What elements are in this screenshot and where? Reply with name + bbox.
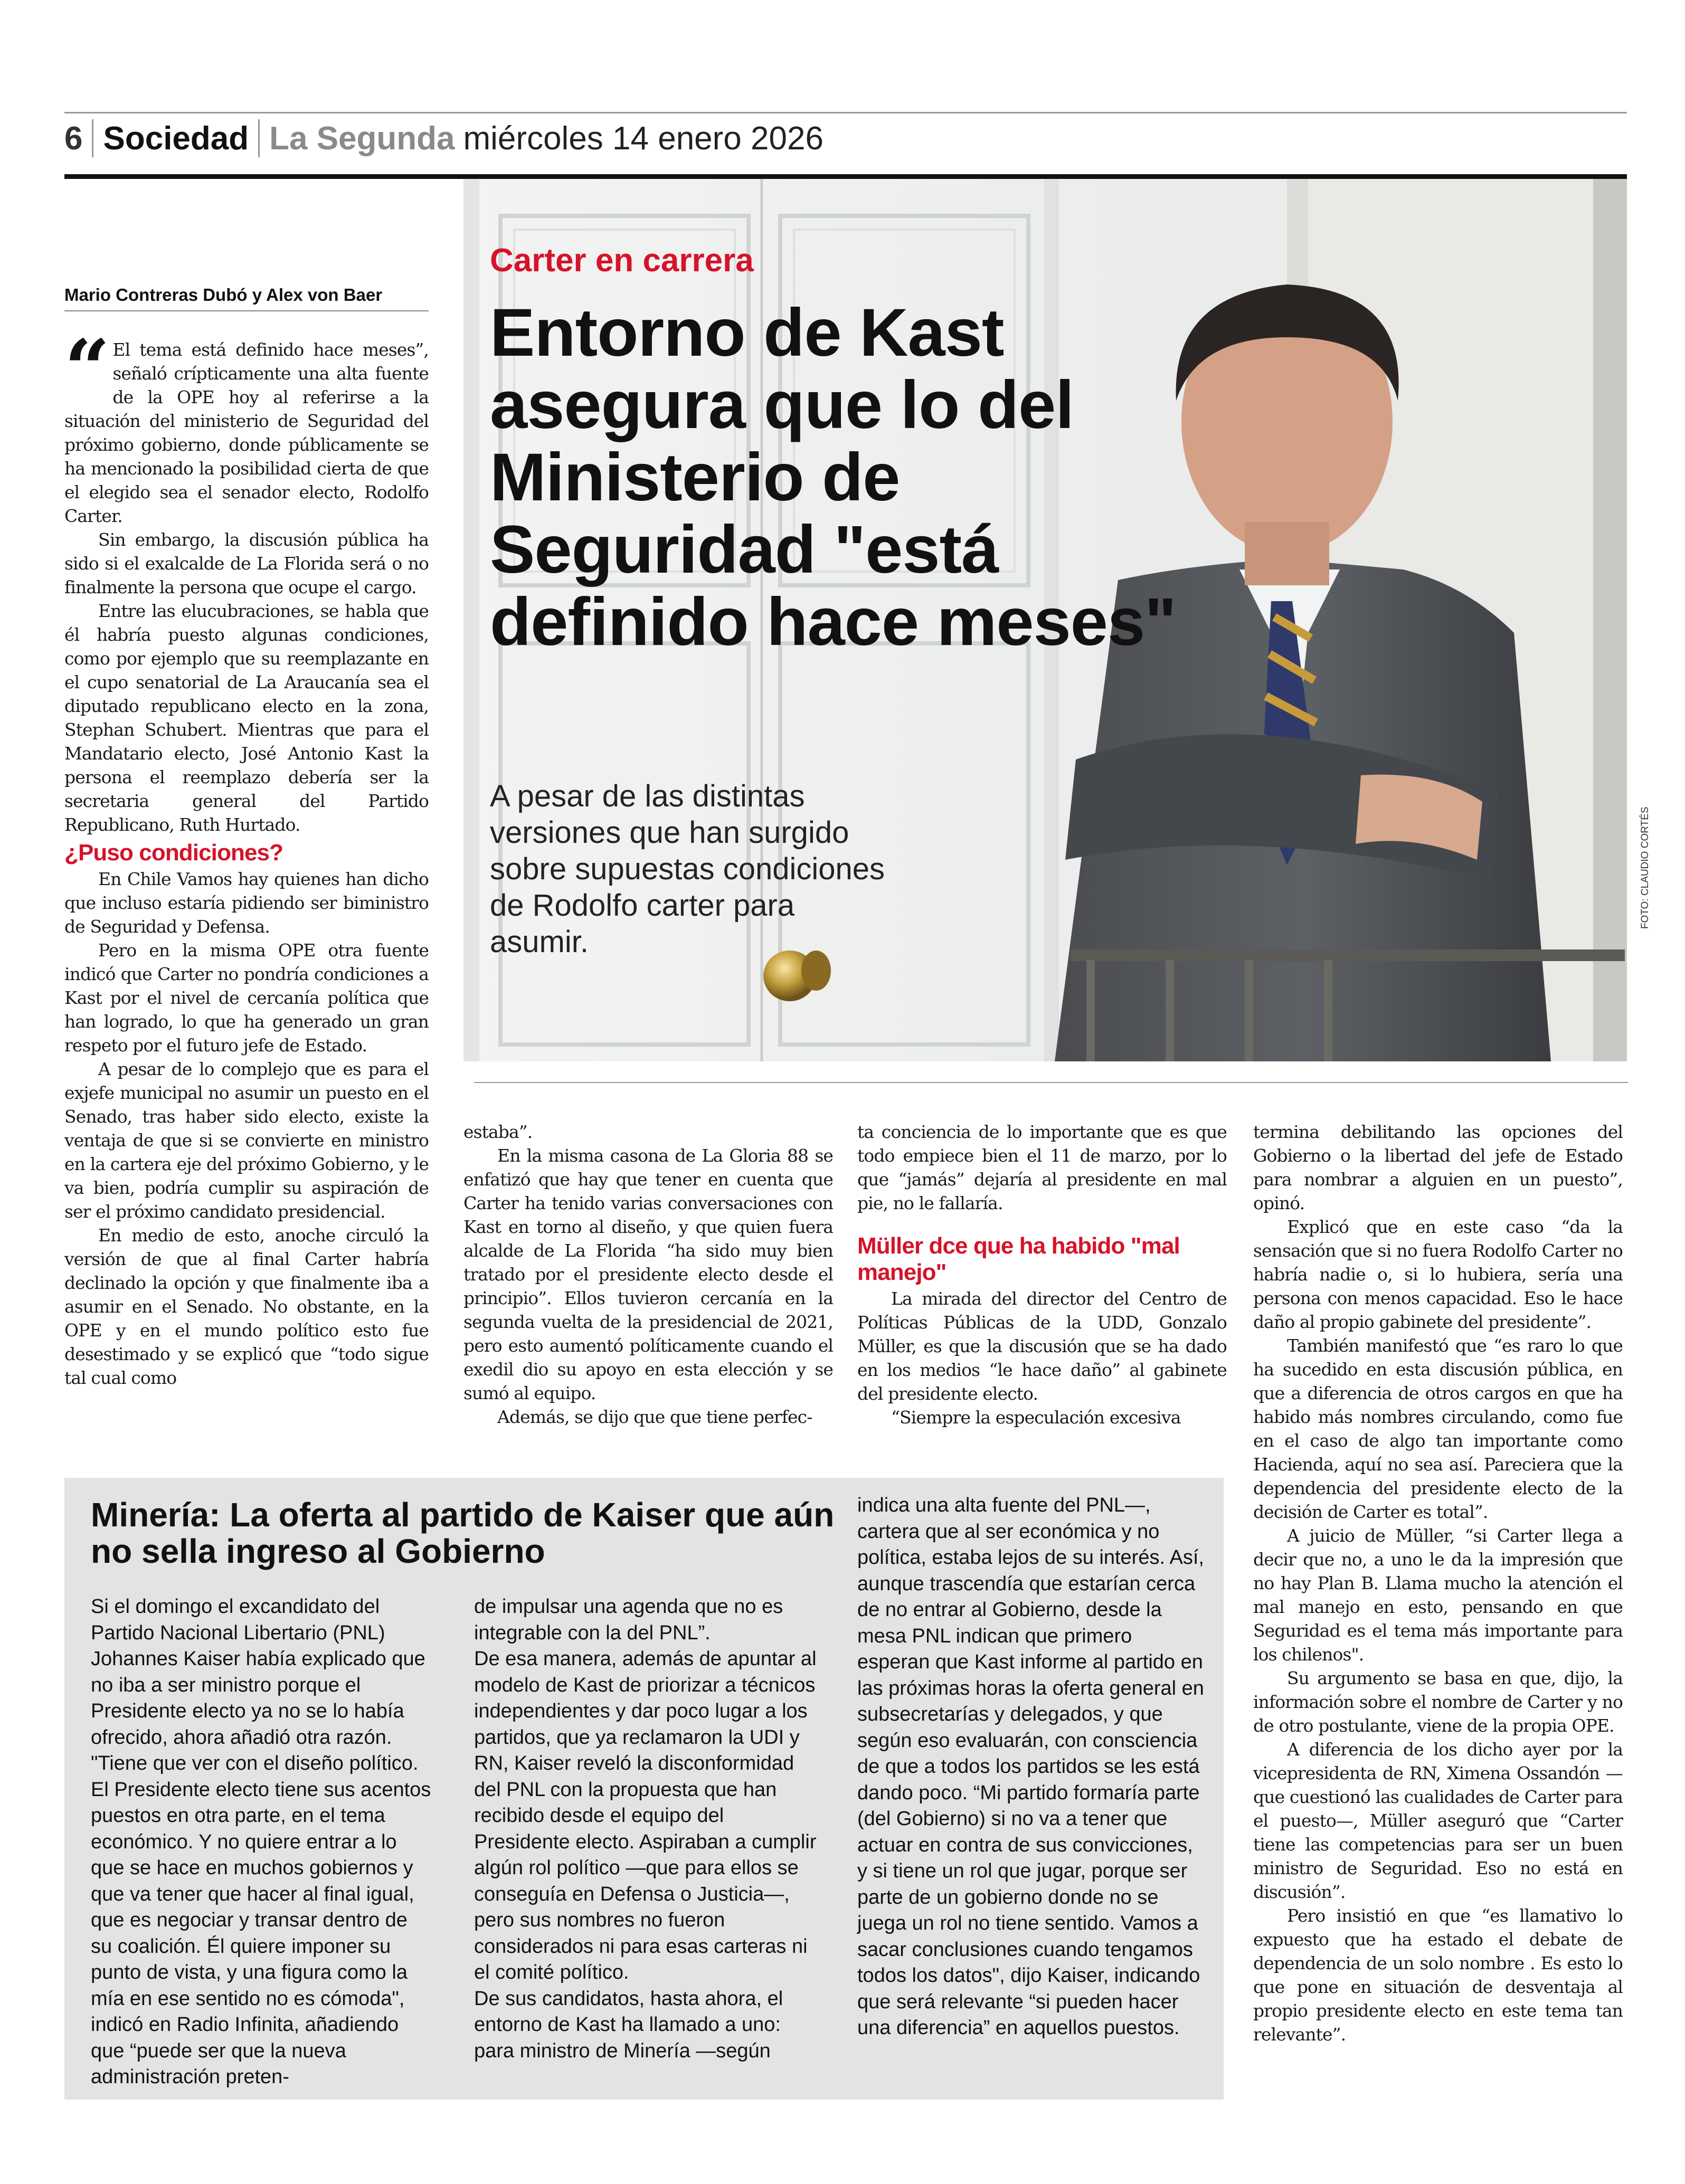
newspaper-name: La Segunda [269,120,455,157]
paragraph: de impulsar una agenda que no es integrable con la del PNL”. [474,1596,783,1644]
paragraph: Sin embargo, la discusión pública ha sido si el exalcalde de La Florida será o no finalmente la persona que ocupe el cargo. [64,529,429,597]
paragraph: Si el domingo el excandidato del Partido Nacional Libertario (PNL) Johannes Kaiser había explicado que no iba a ser ministro porque el Presidente electo ya no se lo había ofrecido, ahora añadió otra razón. "Tiene que ver con el diseño político. El Presidente electo tiene sus acentos puestos en otra parte, en el tema económico. Y no quiere entrar a lo que se hace en muchos gobiernos y que va tener que hacer al final igual, que es negociar y transar dentro de su coalición. Él quiere imponer su punto de vista, y una figura como la mía en ese sentido no es cómoda", indicó en Radio Infinita, añadiendo que “puede ser que la nueva administración preten- [91,1596,431,2088]
story-headline: Entorno de Kast asegura que lo del Ministerio de Seguridad "está definido hace meses" [490,295,1176,660]
sidebar-column-1 [91,1594,434,2091]
photo-divider [474,1082,1628,1083]
paragraph: A juicio de Müller, “si Carter llega a decir que no, a uno le da la impresión que no hay Plan B. Llama mucho la atención el mal manejo en esto, pensando en que Seguridad es el tema más importante para los chilenos". [1253,1525,1623,1665]
paragraph: A pesar de lo complejo que es para el exjefe municipal no asumir un puesto en el Senado, tras haber sido electo, existe la ventaja de que si se convierte en ministro en la cartera eje del próximo Gobierno, y le va bien, podría cumplir su aspiración de ser el próximo candidato presidencial. [64,1059,429,1222]
opening-quote-icon: “ [64,322,110,415]
paragraph: También manifestó que “es raro lo que ha sucedido en esta discusión pública, en que a diferencia de otros cargos en que ha habido más nombres circulando, como fue en el caso de algo tan importante como Hacienda, aquí no sea así. Pareciera que la dependencia del presidente electo de la decisión de Carter es total”. [1253,1335,1623,1522]
paragraph: Pero insistió en que “es llamativo lo expuesto que ha estado el debate de dependencia de un solo nombre . Es esto lo que pone en situación de desventaja al propio presidente electo en este tema tan relevante”. [1253,1905,1623,2045]
paragraph: De sus candidatos, hasta ahora, el entorno de Kast ha llamado a uno: para ministro de Minería —según [474,1987,783,2062]
paragraph: Su argumento se basa en que, dijo, la información sobre el nombre de Carter y no de otro postulante, viene de la propia OPE. [1253,1668,1623,1736]
paragraph: En la misma casona de La Gloria 88 se enfatizó que hay que tener en cuenta que Carter ha tenido varias conversaciones con Kast en torno al diseño, y que quien fuera alcalde de La Florida “ha sido muy bien tratado por el presidente electo desde el principio”. Ellos tuvieron cercanía en la segunda vuelta de la presidencial de 2021, pero esto aumentó políticamente cuando el exedil dio su apoyo en esta elección y se sumó al equipo. [463,1145,833,1403]
paragraph: estaba”. [463,1122,533,1142]
paragraph: Además, se dijo que que tiene perfec- [497,1407,812,1427]
sidebar-column-3 [857,1493,1206,2041]
paragraph: indica una alta fuente del PNL—, cartera que al ser económica y no política, estaba lejos de su interés. Así, aunque trascendía que estarían cerca de no entrar al Gobierno, desde la mesa PNL indican que primero esperan que Kast informe al partido en las próximas horas la oferta general en subsecretarías y delegados, y que según eso evaluarán, con consciencia de que a todos los partidos se les está dando poco. “Mi partido formaría parte (del Gobierno) si no va a tener que actuar en contra de sus convicciones, y si tiene un rol que jugar, porque ser parte de un gobierno donde no se juega un rol no tiene sentido. Vamos a sacar conclusiones cuando tengamos todos los datos", dijo Kaiser, indicando que será relevante “si pueden hacer una diferencia” en aquellos puestos. [857,1494,1204,2039]
paragraph: Pero en la misma OPE otra fuente indicó que Carter no pondría condiciones a Kast por el nivel de cercanía política que han logrado, lo que ha generado un gran respeto por el futuro jefe de Estado. [64,940,429,1056]
paragraph: En medio de esto, anoche circuló la versión de que al final Carter habría declinado la opción y que finalmente iba a asumir en el Senado. No obstante, en la OPE y en el mundo político esto fue desestimado y se explicó que “todo sigue tal cual como [64,1225,429,1388]
story-kicker: Carter en carrera [490,242,754,279]
paragraph: Explicó que en este caso “da la sensación que si no fuera Rodolfo Carter no habría nadie o, si lo hubiera, sería una persona con menos capacidad. Eso le hace daño al propio gabinete del presidente”. [1253,1217,1623,1332]
paragraph: Entre las elucubraciones, se habla que él habría puesto algunas condiciones, como por ejemplo que su reemplazante en el cupo senatorial de La Araucanía sea el diputado republicano electo en la zona, Stephan Schubert. Mientras que para el Mandatario electo, José Antonio Kast la persona el reemplazo debería ser la secretaria general del Partido Republicano, Ruth Hurtado. [64,601,429,835]
photo-credit: FOTO: CLAUDIO CORTÉS [1640,806,1651,929]
sidebar-title: Minería: La oferta al partido de Kaiser que aún no sella ingreso al Gobierno [91,1496,835,1570]
paragraph: De esa manera, además de apuntar al modelo de Kast de priorizar a técnicos independientes y dar poco lugar a los partidos, que ya reclamaron la UDI y RN, Kaiser reveló la disconformidad del PNL con la propuesta que han recibido desde el equipo del Presidente electo. Aspiraban a cumplir algún rol político —que para ellos se conseguía en Defensa o Justicia—, pero sus nombres no fueron considerados ni para esas carteras ni el comité político. [474,1648,817,1983]
subheading: ¿Puso condiciones? [64,840,283,866]
body-column-3 [857,1120,1227,1429]
paragraph: A diferencia de los dicho ayer por la vicepresidenta de RN, Ximena Ossandón —que cuestionó las cualidades de Carter para el puesto—, Müller aseguró que “Carter tiene las competencias para ser un buen ministro de Seguridad. Eso no está en discusión”. [1253,1739,1623,1902]
body-column-4 [1253,1120,1623,2046]
header-top-rule [64,112,1627,113]
paragraph: El tema está definido hace meses”, señaló crípticamente una alta fuente de la OPE hoy al referirse a la situación del ministerio de Seguridad del próximo gobierno, donde públicamente se ha mencionado la posibilidad cierta de que el elegido sea el senador electo, Rodolfo Carter. [64,339,429,526]
page-header [64,117,823,159]
sidebar-column-2 [474,1594,822,2064]
section-name: Sociedad [103,120,249,157]
paragraph: “Siempre la especulación excesiva [891,1407,1181,1428]
body-column-2 [463,1120,833,1429]
header-separator [92,119,93,157]
paragraph: La mirada del director del Centro de Políticas Públicas de la UDD, Gonzalo Müller, es que la discusión que se ha dado en los medios “le hace daño” al gabinete del presidente electo. [857,1288,1227,1404]
issue-date: miércoles 14 enero 2026 [463,120,823,157]
byline: Mario Contreras Dubó y Alex von Baer [64,285,383,305]
story-deck: A pesar de las distintas versiones que han surgido sobre supuestas condiciones de Rodolfo carter para asumir. [490,779,885,959]
header-bottom-rule [64,174,1627,179]
paragraph: termina debilitando las opciones del Gobierno o la libertad del jefe de Estado para nombrar a alguien en un puesto”, opinó. [1253,1122,1623,1213]
body-column-1 [64,322,429,1390]
paragraph: En Chile Vamos hay quienes han dicho que incluso estaría pidiendo ser biministro de Seguridad y Defensa. [64,869,429,937]
paragraph: ta conciencia de lo importante que es que todo empiece bien el 11 de marzo, por lo que “jamás” dejaría al presidente en mal pie, no le fallaría. [857,1122,1227,1213]
subheading: Müller dce que ha habido "mal manejo" [857,1233,1180,1285]
page-number: 6 [64,120,83,157]
header-separator [258,119,260,157]
byline-rule [64,310,429,311]
